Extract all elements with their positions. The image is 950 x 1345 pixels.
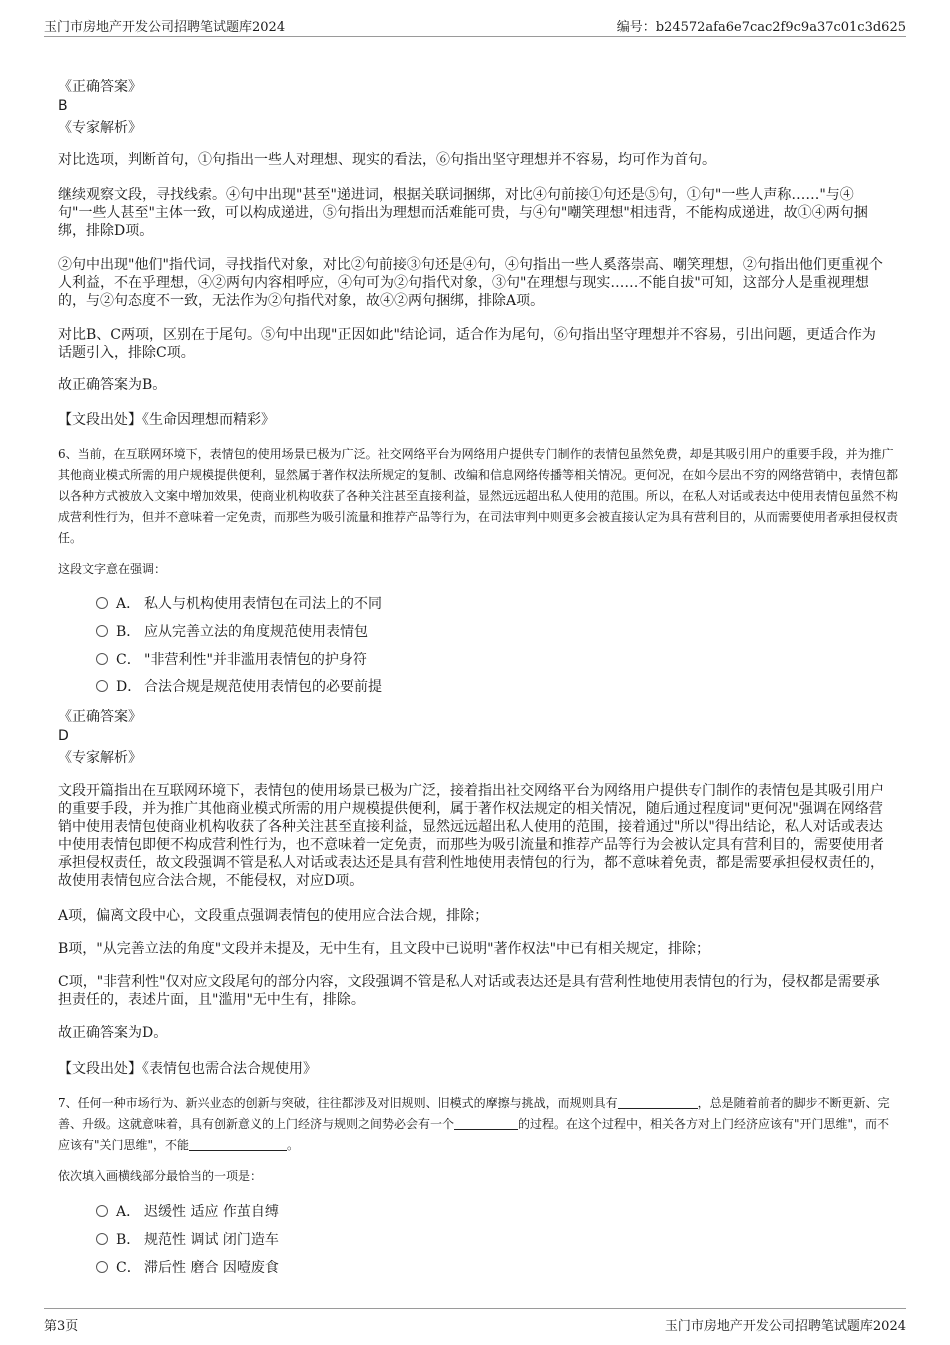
radio-icon[interactable] [96,1261,108,1273]
page-header [44,10,906,37]
q7-option-c[interactable] [96,1258,279,1278]
q5-answer: B [58,98,68,114]
q7-stem [58,1093,898,1156]
q6-analysis-label: 《专家解析》 [58,750,142,766]
option-letter: A． [116,596,141,612]
q6-stem: 6、当前，在互联网环境下，表情包的使用场景已极为广泛。社交网络平台为网络用户提供专门制作的表情包虽然免费，却是其吸引用户的重要手段，并为推广其他商业模式所需的用户规模提供便利，显然属于著作权法所规定的复制、改编和信息网络传播等相关情况。更何况，在如今层出不穷的网络营销中，表情包都以各种方式被放入文案中增加效果，使商业机构收获了各种关注甚至直接利益，显然远远超出私人使用的范围。所以，在私人对话或表达中使用表情包虽然不构成营利性行为，但并不意味着一定免责，而那些为吸引流量和推荐产品等行为，在司法审判中则更多会被直接认定为具有营利目的，从而需要使用者承担侵权责任。 [58,447,899,545]
q6-prompt: 这段文字意在强调： [58,562,167,576]
q5-analysis-p2: 继续观察文段，寻找线索。④句中出现"甚至"递进词，根据关联词捆绑，对比④句前接①句还是⑤句，①句"一些人声称……"与④句"一些人甚至"主体一致，可以构成递进，⑤句指出为理想而活难能可贵，与④句"嘲笑理想"相违背，不能构成递进，故①④两句捆绑，排除D项。 [58,187,868,239]
q7-stem-part-2: ，总是随着前者的脚步不断更新、完善、升级。这就意味着，具有创新意义的上门经济与规则之间势必会有一个 [58,1096,890,1131]
fill-blank-1 [618,1096,698,1109]
q6-option-a[interactable] [96,594,382,614]
q6-option-c[interactable] [96,650,367,670]
fill-blank-3 [189,1138,287,1151]
q6-option-b[interactable] [96,622,368,642]
option-letter: C． [116,652,141,668]
option-letter: D． [116,679,142,695]
q5-source: 【文段出处】《生命因理想而精彩》 [58,412,275,428]
radio-icon[interactable] [96,597,108,609]
q6-analysis-p4: C项，"非营利性"仅对应文段尾句的部分内容，文段强调不管是私人对话或表达还是具有营利性地使用表情包的行为，侵权都是需要承担责任的，表述片面，且"滥用"无中生有，排除。 [58,974,880,1008]
option-letter: A． [116,1204,141,1220]
q7-prompt: 依次填入画横线部分最恰当的一项是： [58,1169,263,1183]
q7-option-a[interactable] [96,1202,279,1222]
q6-source: 【文段出处】《表情包也需合法合规使用》 [58,1061,317,1077]
q7-option-b[interactable] [96,1230,279,1250]
option-letter: B． [116,1232,141,1248]
q6-answer-label: 《正确答案》 [58,709,142,725]
radio-icon[interactable] [96,1233,108,1245]
option-text: 应从完善立法的角度规范使用表情包 [144,624,368,640]
option-text: 合法合规是规范使用表情包的必要前提 [144,679,382,695]
q6-analysis-p1: 文段开篇指出在互联网环境下，表情包的使用场景已极为广泛，接着指出社交网络平台为网络用户提供专门制作的表情包是其吸引用户的重要手段，并为推广其他商业模式所需的用户规模提供便利，属于著作权法规定的相关情况，随后通过程度词"更何况"强调在网络营销中使用表情包使商业机构收获了各种关注甚至直接利益，显然远远超出私人使用的范围，接着通过"所以"得出结论，私人对话或表达中使用表情包即便不构成营利性行为，也不意味着一定免责，而那些为吸引流量和推荐产品等行为会被认定具有营利目的，需要使用者承担侵权责任，故文段强调不管是私人对话或表达还是具有营利性地使用表情包的行为，都不意味着免责，都是需要承担侵权责任的，故使用表情包应合法合规，不能侵权，对应D项。 [58,783,884,889]
q6-analysis-p5: 故正确答案为D。 [58,1025,168,1041]
q5-analysis-p3: ②句中出现"他们"指代词，寻找指代对象，对比②句前接③句还是④句，④句指出一些人奚落崇高、嘲笑理想，②句指出他们更重视个人利益，不在乎理想，④②两句内容相呼应，④句可为②句指代对象，③句"在理想与现实……不能自拔"可知，这部分人是重视理想的，与②句态度不一致，无法作为②句指代对象，故④②两句捆绑，排除A项。 [58,257,883,309]
q7-stem-part-1: 7、任何一种市场行为、新兴业态的创新与突破，往往都涉及对旧规则、旧模式的摩擦与挑战，而规则具有 [58,1096,618,1110]
radio-icon[interactable] [96,625,108,637]
option-text: 私人与机构使用表情包在司法上的不同 [144,596,382,612]
header-title: 玉门市房地产开发公司招聘笔试题库2024 [44,20,286,35]
page-footer [44,1308,906,1335]
q5-answer-label: 《正确答案》 [58,79,142,95]
option-text: 规范性 调试 闭门造车 [144,1232,279,1248]
radio-icon[interactable] [96,680,108,692]
page-number: 第3页 [44,1319,79,1334]
radio-icon[interactable] [96,1205,108,1217]
option-letter: B． [116,624,141,640]
option-text: 滞后性 磨合 因噎废食 [144,1260,279,1276]
q7-stem-part-3: 的过程。在这个过程中，相关各方对上门经济应该有"开门思维"，而不应该有"关门思维"，不能 [58,1117,890,1152]
option-text: 迟缓性 适应 作茧自缚 [144,1204,279,1220]
option-letter: C． [116,1260,141,1276]
q5-analysis-p1: 对比选项，判断首句，①句指出一些人对理想、现实的看法，⑥句指出坚守理想并不容易，均可作为首句。 [58,152,716,168]
q5-analysis-p5: 故正确答案为B。 [58,377,167,393]
q6-analysis-p3: B项，"从完善立法的角度"文段并未提及，无中生有，且文段中已说明"著作权法"中已有相关规定，排除； [58,941,711,957]
option-text: "非营利性"并非滥用表情包的护身符 [144,652,367,668]
fill-blank-2 [454,1117,518,1130]
footer-title: 玉门市房地产开发公司招聘笔试题库2024 [664,1319,906,1334]
q5-analysis-label: 《专家解析》 [58,120,142,136]
q6-option-d[interactable] [96,677,382,697]
q5-analysis-p4: 对比B、C两项，区别在于尾句。⑤句中出现"正因如此"结论词，适合作为尾句，⑥句指出坚守理想并不容易，引出问题，更适合作为话题引入，排除C项。 [58,327,876,361]
radio-icon[interactable] [96,653,108,665]
q7-stem-part-4: 。 [287,1138,300,1152]
q6-analysis-p2: A项，偏离文段中心，文段重点强调表情包的使用应合法合规，排除； [58,908,489,924]
q6-answer: D [58,728,69,744]
document-id: 编号：b24572afa6e7cac2f9c9a37c01c3d625 [616,20,906,35]
